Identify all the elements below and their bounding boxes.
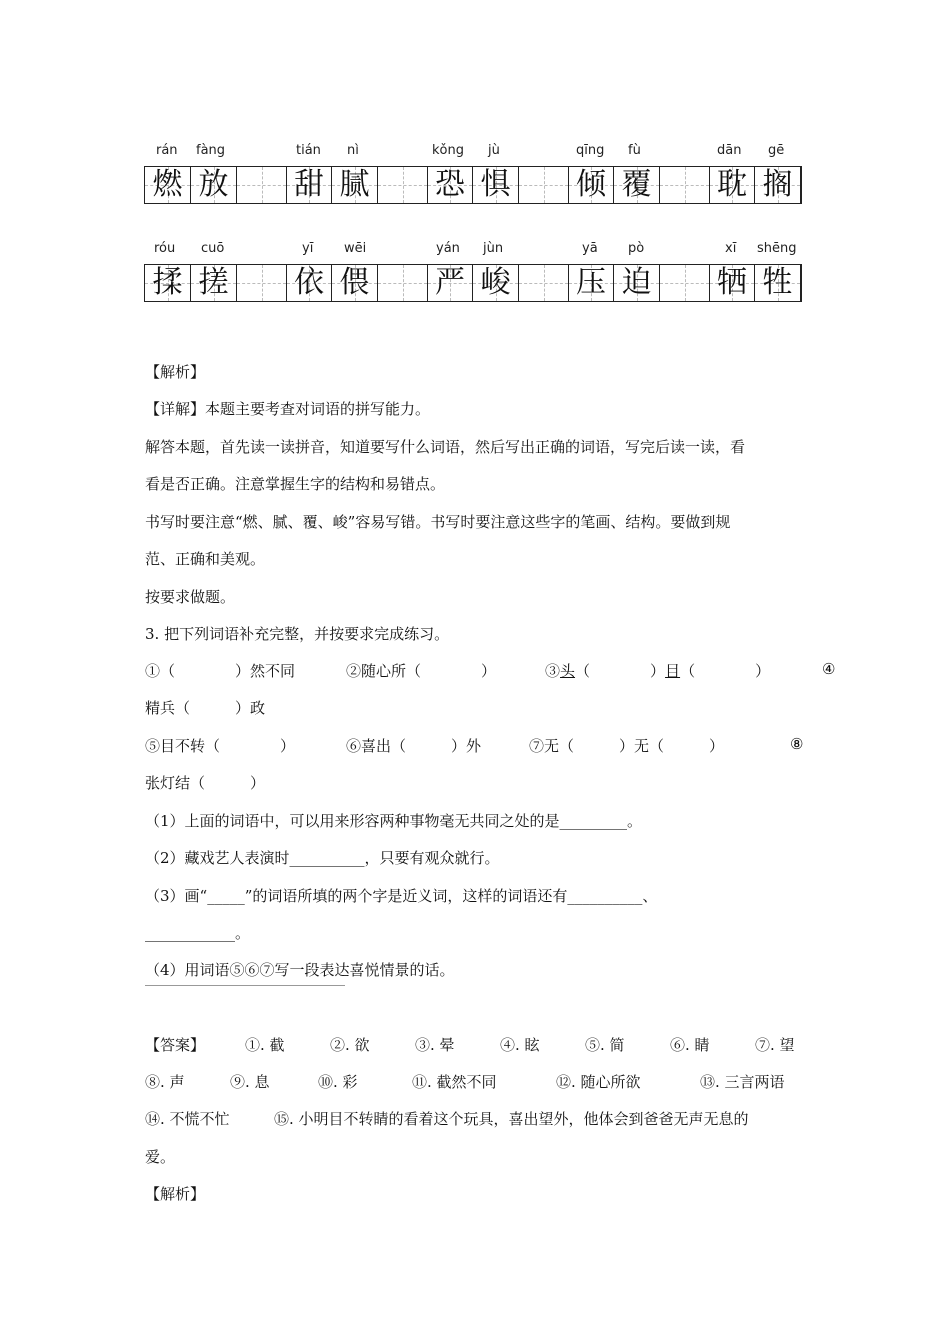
answer-item: ⑧. 声: [145, 1073, 185, 1091]
char-cell: 揉: [145, 265, 191, 301]
word-box: [286, 265, 378, 301]
sub-question: （4）用词语⑤⑥⑦写一段表达喜悦情景的话。: [145, 961, 455, 979]
pinyin: nì: [347, 143, 359, 158]
char-cell: 放: [191, 167, 237, 203]
answer-item: ⑬. 三言两语: [700, 1073, 785, 1091]
answer-item: ①. 截: [245, 1036, 285, 1054]
question-title: 3. 把下列词语补充完整，并按要求完成练习。: [145, 625, 450, 643]
blank-item: ②随心所（ ）: [346, 662, 497, 680]
blank-item: ⑥喜出（ ）外: [346, 737, 482, 755]
pinyin: cuō: [201, 241, 225, 256]
analysis-label: 【解析】: [145, 363, 206, 381]
pinyin: gē: [768, 143, 785, 158]
pinyin: yā: [582, 241, 598, 256]
grid-gap: [519, 265, 568, 301]
pinyin: shēng: [757, 241, 797, 256]
pinyin: yán: [436, 241, 460, 256]
char-cell: 迫: [614, 265, 660, 301]
blank-item: 精兵（ ）政: [145, 699, 266, 717]
char-cell: 燃: [145, 167, 191, 203]
answer-item: ③. 晕: [415, 1036, 455, 1054]
word-box: [568, 167, 660, 203]
grid-gap: [519, 167, 568, 203]
answer-item: ⑤. 简: [585, 1036, 625, 1054]
paragraph-line: 看是否正确。注意掌握生字的结构和易错点。: [145, 475, 446, 493]
blank-item: ⑦无（ ）无（ ）: [529, 737, 725, 755]
paragraph-line: 解答本题，首先读一读拼音，知道要写什么词语，然后写出正确的词语，写完后读一读，看: [145, 438, 746, 456]
blank-item: ①（ ）然不同: [145, 662, 296, 680]
char-cell: 严: [427, 265, 473, 301]
answer-item: ⑫. 随心所欲: [556, 1073, 641, 1091]
char-cell: 耽: [709, 167, 755, 203]
grid-gap: [378, 265, 427, 301]
pinyin: wēi: [344, 241, 367, 256]
pinyin: kǒng: [432, 143, 464, 158]
char-cell: 牺: [709, 265, 755, 301]
pinyin: yī: [302, 241, 314, 256]
word-box: [709, 167, 801, 203]
grid-gap: [378, 167, 427, 203]
pinyin: fù: [628, 143, 641, 158]
pinyin: qīng: [576, 143, 605, 158]
char-cell: 覆: [614, 167, 660, 203]
word-box: [568, 265, 660, 301]
pinyin: dān: [717, 143, 742, 158]
answer-item: ⑮. 小明目不转睛的看着这个玩具，喜出望外，他体会到爸爸无声无息的: [274, 1110, 749, 1128]
paragraph-line: 书写时要注意“燃、腻、覆、峻”容易写错。书写时要注意这些字的笔画、结构。要做到规: [145, 513, 731, 531]
char-cell: 牲: [755, 265, 801, 301]
pinyin: jùn: [483, 241, 504, 256]
pinyin-grid-row-1: [144, 166, 802, 204]
sub-question: （3）画“_____”的词语所填的两个字是近义词，这样的词语还有__________、: [145, 887, 658, 905]
char-cell: 惧: [473, 167, 519, 203]
char-cell: 腻: [332, 167, 378, 203]
answer-item: ⑭. 不慌不忙: [145, 1110, 230, 1128]
pinyin: fàng: [196, 143, 226, 158]
answer-item: ⑪. 截然不同: [412, 1073, 497, 1091]
grid-gap: [237, 167, 286, 203]
grid-gap: [660, 167, 709, 203]
char-cell: 峻: [473, 265, 519, 301]
answer-item: ⑨. 息: [230, 1073, 270, 1091]
sub-question: （2）藏戏艺人表演时__________，只要有观众就行。: [145, 849, 500, 867]
blank-item: 张灯结（ ）: [145, 774, 266, 792]
item-number: ⑧: [790, 735, 804, 753]
answer-label: 【答案】: [145, 1036, 206, 1054]
grid-gap: [237, 265, 286, 301]
separator-line: [145, 985, 345, 986]
char-cell: 压: [568, 265, 614, 301]
pinyin: rán: [156, 143, 178, 158]
pinyin: jù: [488, 143, 500, 158]
pinyin: xī: [725, 241, 737, 256]
pinyin: tián: [296, 143, 321, 158]
paragraph-line: 按要求做题。: [145, 588, 236, 606]
word-box: [145, 167, 237, 203]
detail-line: 【详解】本题主要考查对词语的拼写能力。: [145, 400, 431, 418]
word-box: [286, 167, 378, 203]
pinyin-grid-row-2: [144, 264, 802, 302]
answer-item: ⑩. 彩: [318, 1073, 358, 1091]
char-cell: 偎: [332, 265, 378, 301]
answer-item: ⑦. 望: [755, 1036, 795, 1054]
blank-item: ⑤目不转（ ）: [145, 737, 296, 755]
paragraph-line: 范、正确和美观。: [145, 550, 266, 568]
word-box: [145, 265, 237, 301]
char-cell: 依: [286, 265, 332, 301]
word-box: [427, 265, 519, 301]
answer-item: ②. 欲: [330, 1036, 370, 1054]
char-cell: 搁: [755, 167, 801, 203]
grid-gap: [660, 265, 709, 301]
sub-question: ____________。: [145, 924, 251, 942]
answer-item: ⑥. 睛: [670, 1036, 710, 1054]
word-box: [427, 167, 519, 203]
sub-question: （1）上面的词语中，可以用来形容两种事物毫无共同之处的是_________。: [145, 812, 643, 830]
answer-item: 爱。: [145, 1148, 176, 1166]
analysis-label: 【解析】: [145, 1185, 206, 1203]
blank-item: ③头（ ）目（ ）: [545, 662, 771, 680]
char-cell: 恐: [427, 167, 473, 203]
pinyin: róu: [154, 241, 176, 256]
char-cell: 倾: [568, 167, 614, 203]
char-cell: 甜: [286, 167, 332, 203]
pinyin: pò: [628, 241, 645, 256]
word-box: [709, 265, 801, 301]
answer-item: ④. 眩: [500, 1036, 540, 1054]
char-cell: 搓: [191, 265, 237, 301]
item-number: ④: [822, 660, 836, 678]
